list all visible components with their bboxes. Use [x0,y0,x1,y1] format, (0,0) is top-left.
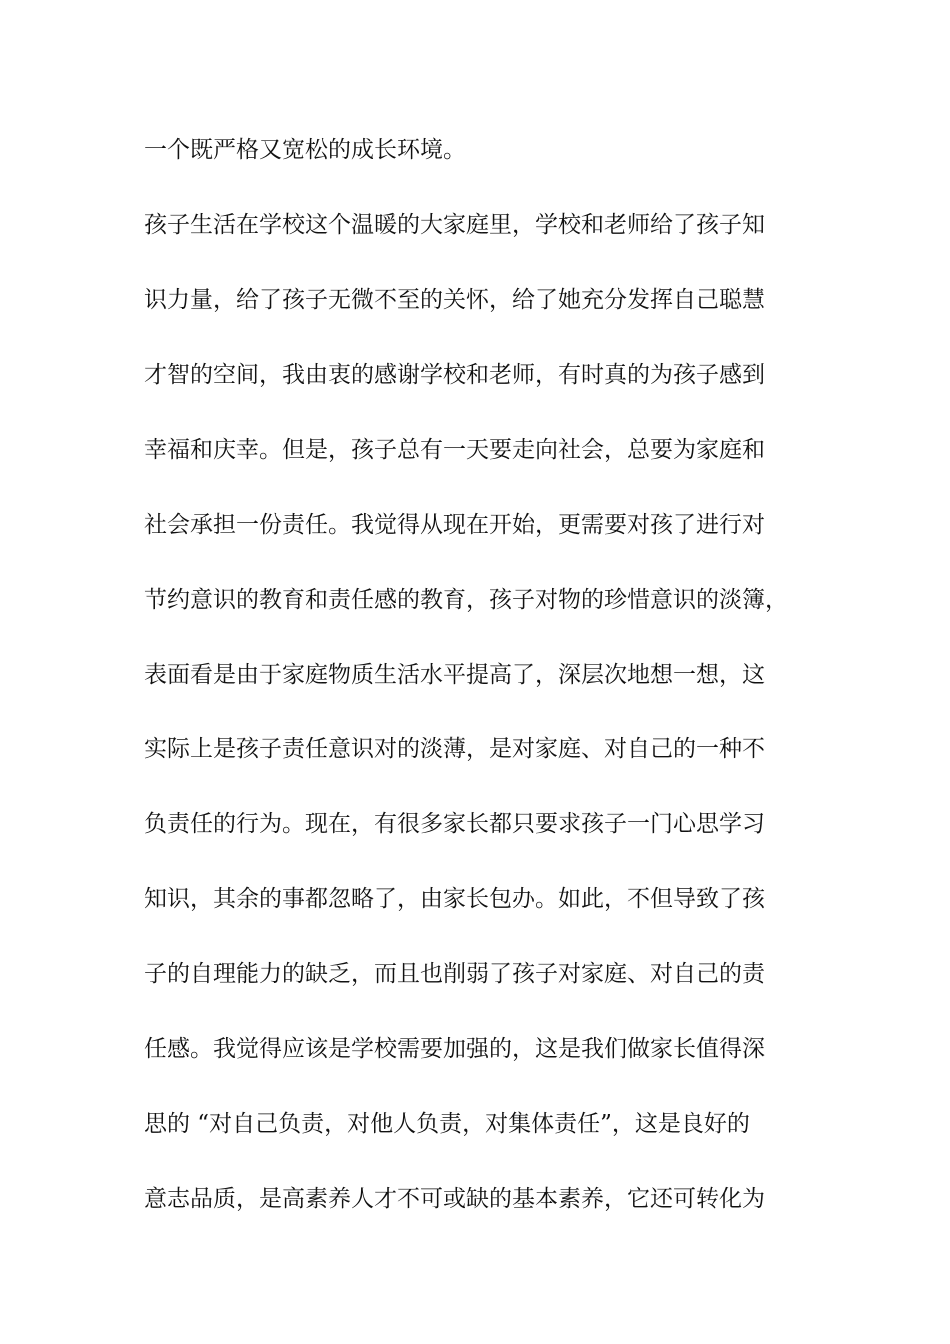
text-line: 才智的空间，我由衷的感谢学校和老师，有时真的为孩子感到 [144,362,765,388]
text-line: 思的 “对自己负责，对他人负责，对集体责任”，这是良好的 [144,1111,750,1137]
text-line: 子的自理能力的缺乏，而且也削弱了孩子对家庭、对自己的责 [144,961,765,987]
text-line: 识力量，给了孩子无微不至的关怀，给了她充分发挥自己聪慧 [144,287,765,313]
text-line: 社会承担一份责任。我觉得从现在开始，更需要对孩了进行对 [144,512,765,538]
text-line: 任感。我觉得应该是学校需要加强的，这是我们做家长值得深 [144,1036,765,1062]
text-line: 一个既严格又宽松的成长环境。 [144,137,466,163]
text-line: 节约意识的教育和责任感的教育，孩子对物的珍惜意识的淡簿， [144,587,788,613]
text-line: 表面看是由于家庭物质生活水平提高了，深层次地想一想，这 [144,662,765,688]
text-line: 知识，其余的事都忽略了，由家长包办。如此，不但导致了孩 [144,886,765,912]
text-line: 幸福和庆幸。但是，孩子总有一天要走向社会，总要为家庭和 [144,437,765,463]
text-line: 负责任的行为。现在，有很多家长都只要求孩子一门心思学习 [144,811,765,837]
text-line: 意志品质，是高素养人才不可或缺的基本素养，它还可转化为 [144,1186,765,1212]
text-line: 孩子生活在学校这个温暖的大家庭里，学校和老师给了孩子知 [144,212,765,238]
text-line: 实际上是孩子责任意识对的淡薄，是对家庭、对自己的一种不 [144,736,765,762]
